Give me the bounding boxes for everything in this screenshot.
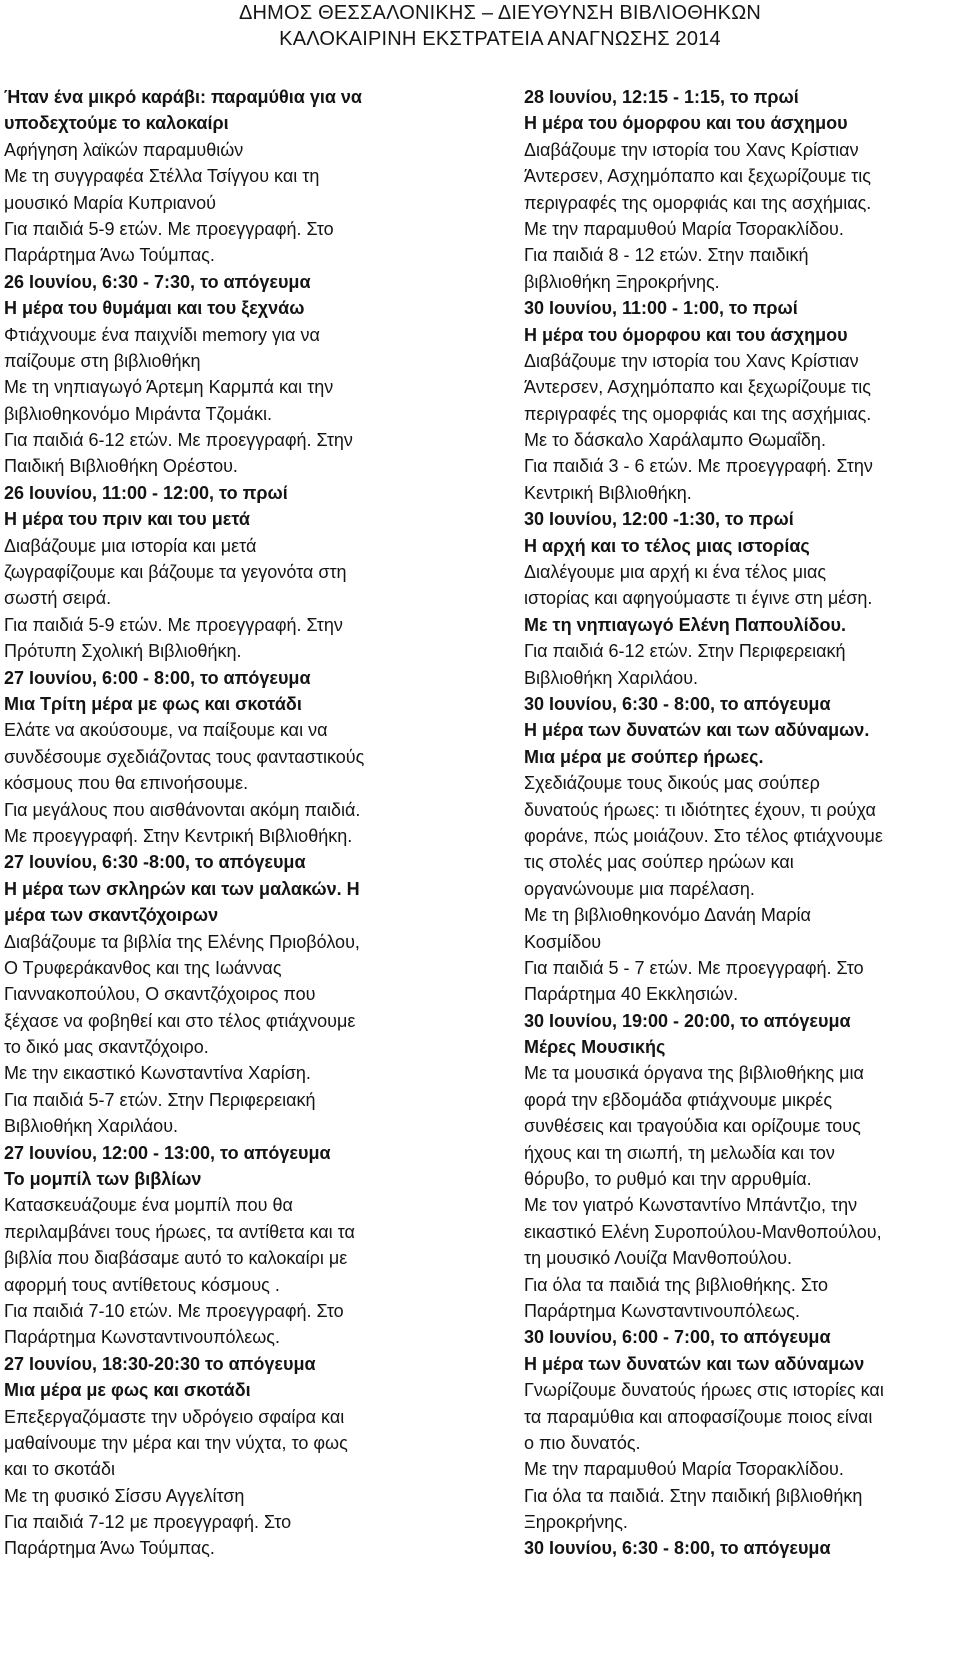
event-text-line: Για παιδιά 7-12 με προεγγραφή. Στο bbox=[4, 1512, 292, 1533]
event-text-line: Για μεγάλους που αισθάνονται ακόμη παιδιά. bbox=[4, 799, 361, 820]
event-text-line: βιβλιοθήκη Ξηροκρήνης. bbox=[524, 271, 720, 292]
event-heading-line: 27 Ιουνίου, 18:30-20:30 το απόγευμα bbox=[4, 1353, 316, 1374]
event-text-line: θόρυβο, το ρυθμό και την αρρυθμία. bbox=[524, 1169, 812, 1190]
event-heading-line: Μέρες Μουσικής bbox=[524, 1037, 666, 1058]
event-heading-line: Η αρχή και το τέλος μιας ιστορίας bbox=[524, 535, 810, 556]
event-text-line: βιβλιοθηκονόμο Μιράντα Τζομάκι. bbox=[4, 403, 273, 424]
event-text-line: Με τα μουσικά όργανα της βιβλιοθήκης μια bbox=[524, 1063, 864, 1084]
event-text-line: Παράρτημα Κωνσταντινουπόλεως. bbox=[4, 1327, 280, 1348]
event-text-line: τη μουσικό Λουίζα Μανθοπούλου. bbox=[524, 1248, 793, 1269]
event-text-line: Γιαννακοπούλου, Ο σκαντζόχοιρος που bbox=[4, 984, 316, 1005]
event-heading-line: Η μέρα του θυμάμαι και του ξεχνάω bbox=[4, 298, 305, 319]
event-text-line: Με τη βιβλιοθηκονόμο Δανάη Μαρία bbox=[524, 905, 811, 926]
event-text-line: ιστορίας και αφηγούμαστε τι έγινε στη μέση. bbox=[524, 588, 873, 609]
event-heading-line: Μια μέρα με φως και σκοτάδι bbox=[4, 1380, 251, 1401]
event-text-line: Παράρτημα Άνω Τούμπας. bbox=[4, 1538, 215, 1559]
event-heading-line: Μια μέρα με σούπερ ήρωες. bbox=[524, 746, 764, 767]
event-text-line: Διαβάζουμε μια ιστορία και μετά bbox=[4, 535, 257, 556]
event-heading-line: 30 Ιουνίου, 6:00 - 7:00, το απόγευμα bbox=[524, 1327, 831, 1348]
event-heading-line: Η μέρα του πριν και του μετά bbox=[4, 509, 250, 530]
event-heading-line: 30 Ιουνίου, 12:00 -1:30, το πρωί bbox=[524, 509, 794, 530]
event-text-line: σωστή σειρά. bbox=[4, 588, 112, 609]
event-text-line: Άντερσεν, Ασχημόπαπο και ξεχωρίζουμε τις bbox=[524, 377, 871, 398]
event-heading-line: Το μομπίλ των βιβλίων bbox=[4, 1169, 202, 1190]
event-text-line: Γνωρίζουμε δυνατούς ήρωες στις ιστορίες και bbox=[524, 1380, 884, 1401]
event-text-line: περιγραφές της ομορφιάς και της ασχήμιας. bbox=[524, 403, 872, 424]
event-text-line: Για παιδιά 6-12 ετών. Στην Περιφερειακή bbox=[524, 641, 846, 662]
event-text-line: Με την παραμυθού Μαρία Τσορακλίδου. bbox=[524, 1459, 844, 1480]
event-text-line: Βιβλιοθήκη Χαριλάου. bbox=[524, 667, 699, 688]
event-text-line: μαθαίνουμε την μέρα και την νύχτα, το φως bbox=[4, 1432, 348, 1453]
right-column bbox=[524, 84, 956, 1562]
event-text-line: Διαβάζουμε τα βιβλία της Ελένης Πριοβόλου, bbox=[4, 931, 360, 952]
event-text-line: δυνατούς ήρωες: τι ιδιότητες έχουν, τι ρούχα bbox=[524, 799, 876, 820]
event-text-line: εικαστικό Ελένη Συροπούλου-Μανθοπούλου, bbox=[524, 1221, 882, 1242]
event-text-line: Σχεδιάζουμε τους δικούς μας σούπερ bbox=[524, 773, 820, 794]
event-text-line: Με προεγγραφή. Στην Κεντρική Βιβλιοθήκη. bbox=[4, 825, 353, 846]
event-heading-line: 27 Ιουνίου, 6:00 - 8:00, το απόγευμα bbox=[4, 667, 311, 688]
event-text-line: Βιβλιοθήκη Χαριλάου. bbox=[4, 1116, 179, 1137]
event-heading-line: 27 Ιουνίου, 6:30 -8:00, το απόγευμα bbox=[4, 852, 306, 873]
event-text-line: Για όλα τα παιδιά της βιβλιοθήκης. Στο bbox=[524, 1274, 828, 1295]
event-text-line: Παράρτημα Άνω Τούμπας. bbox=[4, 245, 215, 266]
event-text-line: Αφήγηση λαϊκών παραμυθιών bbox=[4, 139, 244, 160]
event-heading-line: 30 Ιουνίου, 6:30 - 8:00, το απόγευμα bbox=[524, 693, 831, 714]
event-heading-line: Ήταν ένα μικρό καράβι: παραμύθια για να bbox=[4, 87, 362, 107]
event-text-line: Με την παραμυθού Μαρία Τσορακλίδου. bbox=[524, 218, 844, 239]
event-text-line: Με το δάσκαλο Χαράλαμπο Θωμαΐδη. bbox=[524, 430, 826, 451]
event-text-line: τα παραμύθια και αποφασίζουμε ποιος είναι bbox=[524, 1406, 873, 1427]
event-heading-line: 30 Ιουνίου, 19:00 - 20:00, το απόγευμα bbox=[524, 1010, 851, 1031]
event-text-line: Με την εικαστικό Κωνσταντίνα Χαρίση. bbox=[4, 1063, 311, 1084]
event-heading-line: Η μέρα του όμορφου και του άσχημου bbox=[524, 113, 848, 134]
event-text-line: Κοσμίδου bbox=[524, 931, 602, 952]
event-text-line: τις στολές μας σούπερ ηρώων και bbox=[524, 852, 794, 873]
event-text-line: Διαβάζουμε την ιστορία του Χανς Κρίστιαν bbox=[524, 139, 859, 160]
event-text-line: ο πιο δυνατός. bbox=[524, 1432, 641, 1453]
event-heading-line: Με τη νηπιαγωγό Ελένη Παπουλίδου. bbox=[524, 614, 847, 635]
event-heading-line: 30 Ιουνίου, 11:00 - 1:00, το πρωί bbox=[524, 298, 798, 319]
event-text-line: Με τη συγγραφέα Στέλλα Τσίγγου και τη bbox=[4, 166, 320, 187]
event-text-line: ήχους και τη σιωπή, τη μελωδία και τον bbox=[524, 1142, 835, 1163]
event-heading-line: 27 Ιουνίου, 12:00 - 13:00, το απόγευμα bbox=[4, 1142, 331, 1163]
event-text-line: Διαλέγουμε μια αρχή κι ένα τέλος μιας bbox=[524, 562, 827, 583]
event-text-line: περιγραφές της ομορφιάς και της ασχήμιας. bbox=[524, 192, 872, 213]
event-text-line: και το σκοτάδι bbox=[4, 1459, 115, 1480]
event-heading-line: Μια Τρίτη μέρα με φως και σκοτάδι bbox=[4, 693, 302, 714]
event-heading-line: Η μέρα των δυνατών και των αδύναμων. bbox=[524, 720, 870, 741]
event-heading-line: Η μέρα των σκληρών και των μαλακών. Η bbox=[4, 878, 360, 899]
event-heading-line: 26 Ιουνίου, 11:00 - 12:00, το πρωί bbox=[4, 482, 288, 503]
event-text-line: Παιδική Βιβλιοθήκη Ορέστου. bbox=[4, 456, 238, 477]
event-text-line: Για παιδιά 5-9 ετών. Με προεγγραφή. Στο bbox=[4, 218, 334, 239]
event-text-line: Ξηροκρήνης. bbox=[524, 1512, 628, 1533]
event-text-line: Πρότυπη Σχολική Βιβλιοθήκη. bbox=[4, 641, 242, 662]
event-text-line: Για παιδιά 5-7 ετών. Στην Περιφερειακή bbox=[4, 1089, 316, 1110]
event-text-line: ζωγραφίζουμε και βάζουμε τα γεγονότα στη bbox=[4, 562, 347, 583]
event-text-line: Διαβάζουμε την ιστορία του Χανς Κρίστιαν bbox=[524, 350, 859, 371]
event-text-line: οργανώνουμε μια παρέλαση. bbox=[524, 878, 755, 899]
event-heading-line: 28 Ιουνίου, 12:15 - 1:15, το πρωί bbox=[524, 87, 799, 107]
event-text-line: βιβλία που διαβάσαμε αυτό το καλοκαίρι με bbox=[4, 1248, 348, 1269]
event-text-line: Με τη φυσικό Σίσσυ Αγγελίτση bbox=[4, 1485, 245, 1506]
event-text-line: Ελάτε να ακούσουμε, να παίξουμε και να bbox=[4, 720, 328, 741]
header-municipality-line: ΔΗΜΟΣ ΘΕΣΣΑΛΟΝΙΚΗΣ – ΔΙΕΥΘΥΝΣΗ ΒΙΒΛΙΟΘΗΚΩΝ bbox=[238, 2, 762, 24]
event-text-line: ξέχασε να φοβηθεί και στο τέλος φτιάχνουμε bbox=[4, 1010, 356, 1031]
event-text-line: Για παιδιά 6-12 ετών. Με προεγγραφή. Στην bbox=[4, 430, 353, 451]
event-heading-line: Η μέρα του όμορφου και του άσχημου bbox=[524, 324, 848, 345]
event-text-line: περιλαμβάνει τους ήρωες, τα αντίθετα και τα bbox=[4, 1221, 355, 1242]
event-text-line: Ο Τρυφεράκανθος και της Ιωάννας bbox=[4, 957, 282, 978]
event-text-line: Για παιδιά 3 - 6 ετών. Με προεγγραφή. Στην bbox=[524, 456, 873, 477]
event-text-line: Με τον γιατρό Κωνσταντίνο Μπάντζιο, την bbox=[524, 1195, 858, 1216]
event-text-line: φορά την εβδομάδα φτιάχνουμε μικρές bbox=[524, 1089, 833, 1110]
event-text-line: Για παιδιά 5-9 ετών. Με προεγγραφή. Στην bbox=[4, 614, 343, 635]
event-text-line: Παράρτημα 40 Εκκλησιών. bbox=[524, 984, 739, 1005]
event-text-line: παίζουμε στη βιβλιοθήκη bbox=[4, 350, 201, 371]
event-text-line: Κατασκευάζουμε ένα μομπίλ που θα bbox=[4, 1195, 293, 1216]
event-text-line: Κεντρική Βιβλιοθήκη. bbox=[524, 482, 692, 503]
event-text-line: Άντερσεν, Ασχημόπαπο και ξεχωρίζουμε τις bbox=[524, 166, 871, 187]
event-text-line: το δικό μας σκαντζόχοιρο. bbox=[4, 1037, 209, 1058]
event-text-line: Για παιδιά 7-10 ετών. Με προεγγραφή. Στο bbox=[4, 1300, 344, 1321]
event-text-line: συνθέσεις και τραγούδια και ορίζουμε τους bbox=[524, 1116, 861, 1137]
event-text-line: Με τη νηπιαγωγό Άρτεμη Καρμπά και την bbox=[4, 377, 334, 398]
event-heading-line: 26 Ιουνίου, 6:30 - 7:30, το απόγευμα bbox=[4, 271, 311, 292]
document-header bbox=[0, 0, 960, 52]
event-heading-line: 30 Ιουνίου, 6:30 - 8:00, το απόγευμα bbox=[524, 1538, 831, 1559]
event-text-line: Για όλα τα παιδιά. Στην παιδική βιβλιοθήκη bbox=[524, 1485, 863, 1506]
event-text-line: Παράρτημα Κωνσταντινουπόλεως. bbox=[524, 1300, 800, 1321]
left-column bbox=[4, 84, 474, 1562]
event-heading-line: Η μέρα των δυνατών και των αδύναμων bbox=[524, 1353, 865, 1374]
event-text-line: Για παιδιά 8 - 12 ετών. Στην παιδική bbox=[524, 245, 809, 266]
event-text-line: κόσμους που θα επινοήσουμε. bbox=[4, 773, 249, 794]
event-text-line: Επεξεργαζόμαστε την υδρόγειο σφαίρα και bbox=[4, 1406, 345, 1427]
event-heading-line: υποδεχτούμε το καλοκαίρι bbox=[4, 113, 229, 134]
event-text-line: μουσικό Μαρία Κυπριανού bbox=[4, 192, 216, 213]
event-text-line: φοράνε, πώς μοιάζουν. Στο τέλος φτιάχνουμε bbox=[524, 825, 883, 846]
event-text-line: αφορμή τους αντίθετους κόσμους . bbox=[4, 1274, 280, 1295]
event-text-line: Φτιάχνουμε ένα παιχνίδι memory για να bbox=[4, 324, 320, 345]
header-campaign-line: ΚΑΛΟΚΑΙΡΙΝΗ ΕΚΣΤΡΑΤΕΙΑ ΑΝΑΓΝΩΣΗΣ 2014 bbox=[279, 28, 721, 50]
event-text-line: συνδέσουμε σχεδιάζοντας τους φανταστικούς bbox=[4, 746, 365, 767]
event-text-line: Για παιδιά 5 - 7 ετών. Με προεγγραφή. Στο bbox=[524, 957, 864, 978]
event-heading-line: μέρα των σκαντζόχοιρων bbox=[4, 905, 219, 926]
